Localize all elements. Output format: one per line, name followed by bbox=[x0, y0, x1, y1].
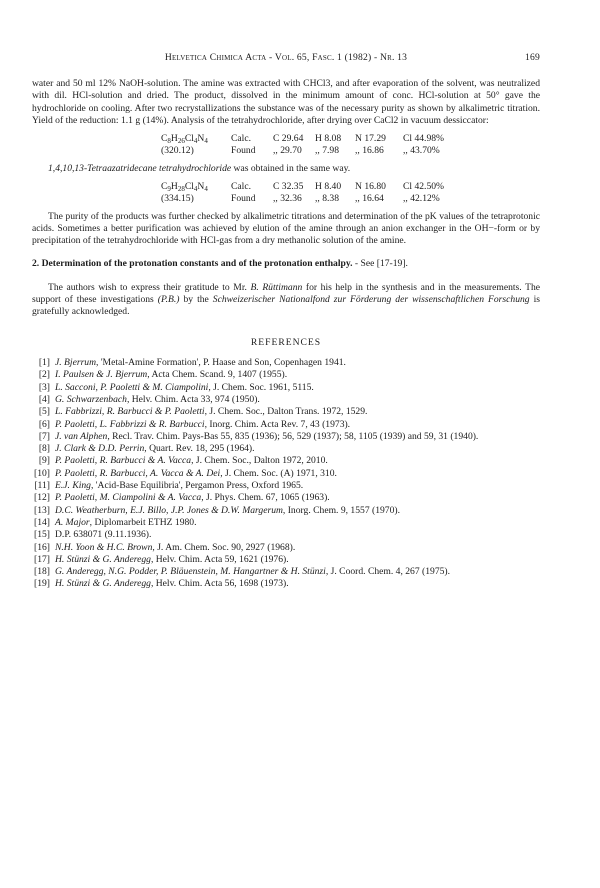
reference-authors: P. Paoletti, M. Ciampolini & A. Vacca bbox=[55, 492, 202, 504]
reference-text bbox=[55, 529, 540, 541]
reference-item bbox=[32, 419, 540, 431]
section-2-title: 2. Determination of the protonation constants and of the protonation enthalpy. bbox=[32, 257, 353, 269]
section-2-heading bbox=[32, 258, 540, 270]
reference-item bbox=[32, 357, 540, 369]
reference-number: [18] bbox=[34, 566, 50, 578]
reference-number: [14] bbox=[34, 516, 50, 528]
reference-text bbox=[55, 443, 540, 455]
molecular-weight: (334.15) bbox=[161, 193, 194, 205]
reference-authors: L. Sacconi, P. Paoletti & M. Ciampolini bbox=[55, 381, 209, 393]
reference-authors: P. Paoletti, R. Barbucci, A. Vacca & A. Dei bbox=[55, 467, 221, 479]
reference-citation: , 'Metal-Amine Formation', P. Haase and Son, Copenhagen 1941. bbox=[96, 357, 346, 369]
chlorine-value: ,, 43.70% bbox=[403, 145, 440, 157]
ack-fund-name: Schweizerischer Nationalfond zur Förderung der wissenschaftlichen Forschung bbox=[212, 294, 530, 306]
carbon-value: C 32.35 bbox=[273, 181, 304, 193]
reference-citation: , Helv. Chim. Acta 33, 974 (1950). bbox=[126, 393, 260, 405]
reference-item bbox=[32, 455, 540, 467]
analysis-found-row bbox=[161, 145, 540, 157]
reference-authors: G. Anderegg, N.G. Podder, P. Bläuenstein, M. Hangartner & H. Stünzi bbox=[55, 566, 326, 578]
reference-citation: , Helv. Chim. Acta 56, 1698 (1973). bbox=[150, 578, 289, 590]
reference-item bbox=[32, 492, 540, 504]
reference-citation: , J. Am. Chem. Soc. 90, 2927 (1968). bbox=[152, 541, 296, 553]
reference-text bbox=[55, 431, 540, 443]
reference-number: [2] bbox=[38, 369, 50, 381]
reference-text bbox=[55, 566, 540, 578]
analysis-calc-row bbox=[161, 133, 540, 145]
reference-number: [12] bbox=[34, 492, 50, 504]
references-list bbox=[32, 357, 540, 591]
reference-text bbox=[55, 480, 540, 492]
reference-number: [9] bbox=[38, 455, 50, 467]
reference-item bbox=[32, 431, 540, 443]
reference-text bbox=[55, 357, 540, 369]
molecular-formula: $C_9H_{28}Cl_4N_4$ bbox=[161, 181, 208, 194]
reference-text bbox=[55, 517, 540, 529]
analysis-calc-row bbox=[161, 181, 540, 193]
reference-citation: , Diplomarbeit ETHZ 1980. bbox=[89, 516, 197, 528]
nitrogen-value: N 16.80 bbox=[355, 181, 386, 193]
nitrogen-value: ,, 16.86 bbox=[355, 145, 384, 157]
reference-text bbox=[55, 505, 540, 517]
reference-citation: , Quart. Rev. 18, 295 (1964). bbox=[144, 443, 255, 455]
reference-item bbox=[32, 542, 540, 554]
chlorine-value: ,, 42.12% bbox=[403, 193, 440, 205]
nitrogen-value: ,, 16.64 bbox=[355, 193, 384, 205]
hydrogen-value: H 8.08 bbox=[315, 133, 342, 145]
reference-number: [15] bbox=[34, 529, 50, 541]
reference-authors: H. Stünzi & G. Anderegg bbox=[55, 553, 151, 565]
reference-number: [8] bbox=[38, 443, 50, 455]
reference-text bbox=[55, 492, 540, 504]
reference-authors: A. Major bbox=[55, 516, 90, 528]
compound-rest: was obtained in the same way. bbox=[231, 162, 351, 174]
purity-paragraph: The purity of the products was further checked by alkalimetric titrations and determination of the pK values of the tetraprotonic acids. Sometimes a better purification was achieved by elution of the amine through an anion exchanger in the OH−-form or by precipitation of the tetrahydrochloride with HCl-gas from a dry methanolic solution of the amine. bbox=[32, 210, 540, 247]
reference-citation: , 'Acid-Base Equilibria', Pergamon Press, Oxford 1965. bbox=[90, 480, 304, 492]
carbon-value: ,, 29.70 bbox=[273, 145, 302, 157]
reference-text bbox=[55, 578, 540, 590]
nitrogen-value: N 17.29 bbox=[355, 133, 386, 145]
chlorine-value: Cl 44.98% bbox=[403, 133, 445, 145]
reference-number: [5] bbox=[38, 406, 50, 418]
ack-initials: (P.B.) bbox=[157, 294, 180, 306]
reference-number: [1] bbox=[38, 357, 50, 369]
reference-authors: P. Paoletti, L. Fabbrizzi & R. Barbucci bbox=[55, 418, 205, 430]
reference-authors: H. Stünzi & G. Anderegg bbox=[55, 578, 151, 590]
reference-citation: , J. Coord. Chem. 4, 267 (1975). bbox=[325, 566, 451, 578]
reference-citation: , Inorg. Chem. 9, 1557 (1970). bbox=[282, 504, 400, 516]
reference-citation: , Helv. Chim. Acta 59, 1621 (1976). bbox=[150, 553, 289, 565]
reference-authors: P. Paoletti, R. Barbucci & A. Vacca bbox=[55, 455, 192, 467]
article-body bbox=[32, 78, 540, 591]
ack-person-name: B. Rüttimann bbox=[250, 281, 303, 293]
reference-item bbox=[32, 529, 540, 541]
reference-text bbox=[55, 406, 540, 418]
reference-number: [16] bbox=[34, 541, 50, 553]
calc-label: Calc. bbox=[231, 133, 251, 145]
reference-number: [11] bbox=[34, 480, 50, 492]
reference-authors: J. Bjerrum bbox=[55, 357, 97, 369]
reference-authors: J. van Alphen bbox=[55, 430, 108, 442]
reference-text bbox=[55, 419, 540, 431]
reference-item bbox=[32, 394, 540, 406]
acknowledgment-paragraph bbox=[32, 282, 540, 319]
elemental-analysis-1 bbox=[161, 133, 540, 158]
section-2-suffix: - See [17-19]. bbox=[352, 257, 408, 269]
reference-number: [17] bbox=[34, 553, 50, 565]
ack-text-1: The authors wish to express their gratitude to Mr. bbox=[48, 281, 251, 293]
ack-text-4: is gratefully acknowledged. bbox=[32, 294, 540, 318]
calc-label: Calc. bbox=[231, 181, 251, 193]
reference-authors: E.J. King bbox=[55, 480, 91, 492]
reference-item bbox=[32, 443, 540, 455]
reference-number: [4] bbox=[38, 393, 50, 405]
hydrogen-value: ,, 8.38 bbox=[315, 193, 339, 205]
compound-2-line bbox=[32, 163, 540, 175]
reference-item bbox=[32, 468, 540, 480]
found-label: Found bbox=[231, 145, 256, 157]
reference-citation: , Acta Chem. Scand. 9, 1407 (1955). bbox=[147, 369, 288, 381]
analysis-found-row bbox=[161, 193, 540, 205]
hydrogen-value: H 8.40 bbox=[315, 181, 342, 193]
reference-citation: , J. Chem. Soc. (A) 1971, 310. bbox=[220, 467, 337, 479]
reference-authors: N.H. Yoon & H.C. Brown bbox=[55, 541, 153, 553]
carbon-value: C 29.64 bbox=[273, 133, 304, 145]
reference-citation: D.P. 638071 (9.11.1936). bbox=[55, 529, 152, 541]
hydrogen-value: ,, 7.98 bbox=[315, 145, 339, 157]
reference-number: [10] bbox=[34, 467, 50, 479]
reference-authors: L. Fabbrizzi, R. Barbucci & P. Paoletti bbox=[55, 406, 205, 418]
reference-item bbox=[32, 505, 540, 517]
reference-authors: I. Paulsen & J. Bjerrum bbox=[55, 369, 148, 381]
compound-name: 1,4,10,13-Tetraazatridecane tetrahydrochloride bbox=[48, 162, 232, 174]
reference-citation: , J. Chem. Soc., Dalton Trans. 1972, 1529. bbox=[204, 406, 368, 418]
references-title: REFERENCES bbox=[250, 336, 322, 348]
reference-item bbox=[32, 406, 540, 418]
ack-text-3: by the bbox=[179, 294, 213, 306]
chlorine-value: Cl 42.50% bbox=[403, 181, 445, 193]
reference-text bbox=[55, 542, 540, 554]
elemental-analysis-2 bbox=[161, 181, 540, 206]
reference-number: [13] bbox=[34, 504, 50, 516]
reference-authors: G. Schwarzenbach bbox=[55, 393, 127, 405]
reference-number: [7] bbox=[38, 430, 50, 442]
reference-text bbox=[55, 554, 540, 566]
reference-item bbox=[32, 554, 540, 566]
reference-text bbox=[55, 455, 540, 467]
reference-item bbox=[32, 382, 540, 394]
intro-paragraph: water and 50 ml 12% NaOH-solution. The amine was extracted with CHCl3, and after evaporation of the solvent, was neutralized with dil. HCl-solution and dried. The product, dissolved in the minimum amount of conc. HCl-solution at 50° gave the hydrochloride on cooling. After two recrystallizations the substance was of the necessary purity as shown by alkalimetric titration. Yield of the reduction: 1.1 g (14%). Analysis of the tetrahydrochloride, after drying over CaCl2 in vacuum dessiccator: bbox=[32, 78, 540, 126]
reference-text bbox=[55, 468, 540, 480]
reference-citation: , Inorg. Chim. Acta Rev. 7, 43 (1973). bbox=[204, 418, 351, 430]
reference-authors: J. Clark & D.D. Perrin bbox=[55, 443, 145, 455]
reference-number: [3] bbox=[38, 381, 50, 393]
journal-title: Helvetica Chimica Acta - Vol. 65, Fasc. 1 (1982) - Nr. 13 bbox=[164, 52, 408, 63]
reference-item bbox=[32, 480, 540, 492]
reference-text bbox=[55, 369, 540, 381]
reference-citation: , J. Chem. Soc., Dalton 1972, 2010. bbox=[191, 455, 328, 467]
reference-text bbox=[55, 394, 540, 406]
reference-citation: , Recl. Trav. Chim. Pays-Bas 55, 835 (1936); 56, 529 (1937); 58, 1105 (1939) and 59, 31 (1940). bbox=[107, 430, 479, 442]
reference-item bbox=[32, 578, 540, 590]
ack-text-2: for his help in the synthesis and in the measurements. The support of these investigations bbox=[32, 281, 540, 306]
carbon-value: ,, 32.36 bbox=[273, 193, 302, 205]
reference-citation: , J. Chem. Soc. 1961, 5115. bbox=[208, 381, 314, 393]
molecular-weight: (320.12) bbox=[161, 145, 194, 157]
reference-text bbox=[55, 382, 540, 394]
page-number: 169 bbox=[525, 52, 540, 63]
reference-item bbox=[32, 517, 540, 529]
reference-authors: D.C. Weatherburn, E.J. Billo, J.P. Jones & D.W. Margerum bbox=[55, 504, 283, 516]
reference-citation: , J. Phys. Chem. 67, 1065 (1963). bbox=[201, 492, 330, 504]
molecular-formula: $C_8H_{26}Cl_4N_4$ bbox=[161, 133, 208, 146]
reference-item bbox=[32, 566, 540, 578]
found-label: Found bbox=[231, 193, 256, 205]
reference-item bbox=[32, 369, 540, 381]
reference-number: [6] bbox=[38, 418, 50, 430]
reference-number: [19] bbox=[34, 578, 50, 590]
